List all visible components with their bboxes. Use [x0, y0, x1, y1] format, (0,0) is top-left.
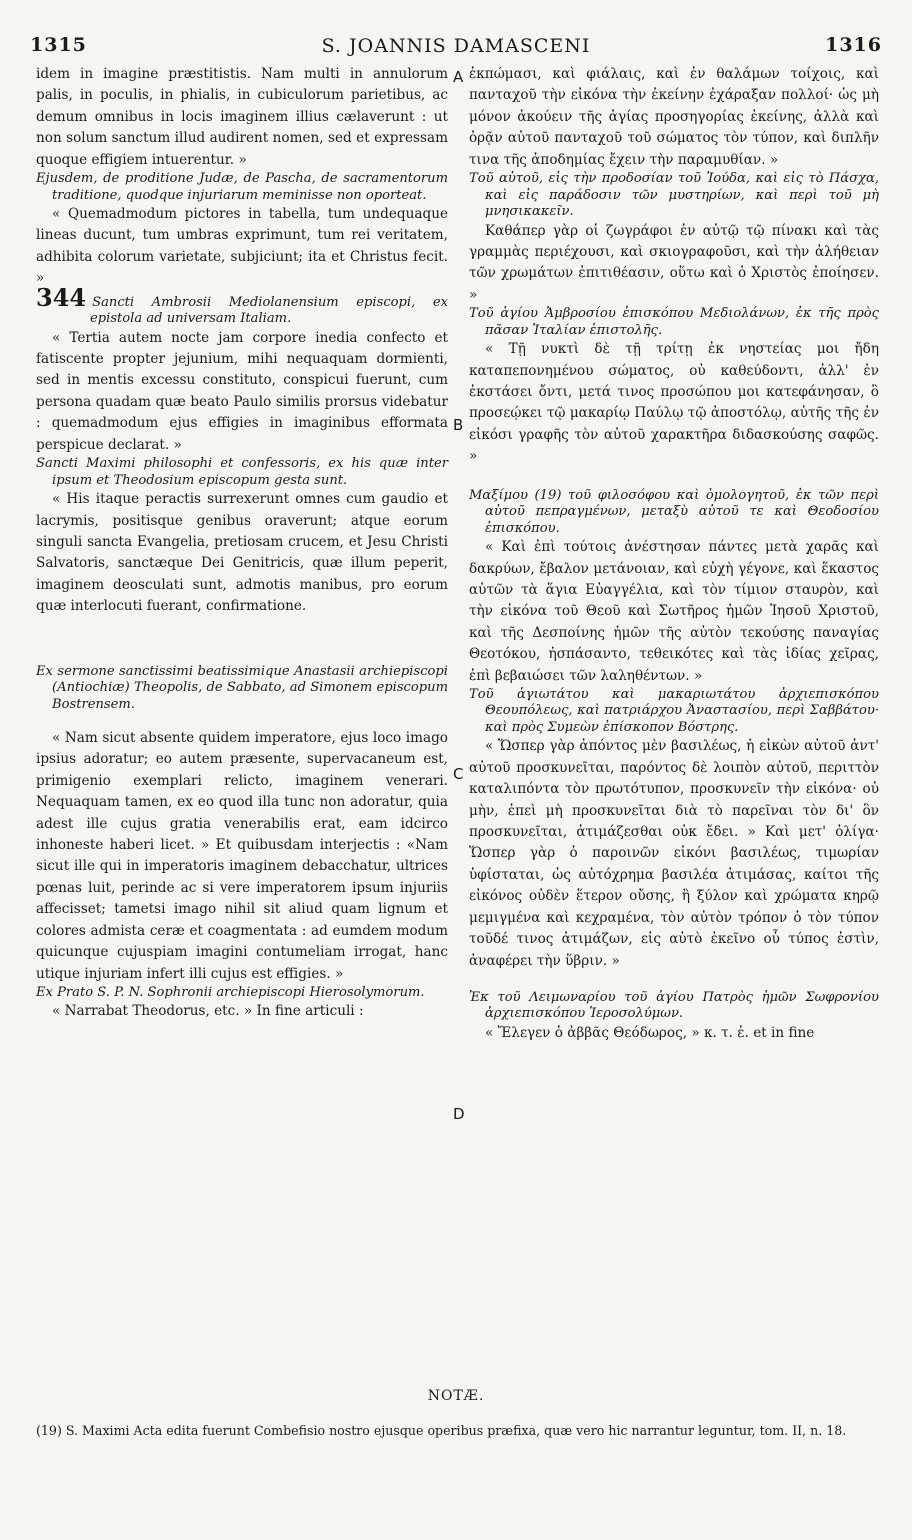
greek-text-5: « Ἔλεγεν ὁ ἀββᾶς Θεόδωρος, » κ. τ. ἑ. et in fine: [485, 1024, 815, 1041]
greek-heading-1: Τοῦ αὐτοῦ, εἰς τὴν προδοσίαν τοῦ Ἰούδα, καὶ εἰς τὸ Πάσχα, καὶ εἰς παράδοσιν τῶν μυστηρίων, καὶ περὶ τοῦ μὴ μνησικακεῖν.: [469, 171, 879, 220]
greek-text-1: Καθάπερ γὰρ οἱ ζωγράφοι ἐν αὐτῷ τῷ πίνακι καὶ τὰς γραμμὰς περιέχουσι, καὶ σκιογραφοῦσι, καὶ τὴν ἀλήθειαν τῶν χρωμάτων ἐπιτιθέασιν, οὕτω καὶ ὁ Χριστὸς ἐποίησεν. »: [469, 222, 879, 303]
greek-heading-2: Τοῦ ἁγίου Ἀμβροσίου ἐπισκόπου Μεδιολάνων, ἐκ τῆς πρὸς πᾶσαν Ἰταλίαν ἐπιστολῆς.: [469, 306, 879, 338]
greek-text-4: « Ὥσπερ γὰρ ἀπόντος μὲν βασιλέως, ἡ εἰκὼν αὐτοῦ ἀντ' αὐτοῦ προσκυνεῖται, παρόντος δὲ λοιπὸν αὐτοῦ, περιττὸν καταλιπόντα τὸν πρωτότυπον, προσκυνεῖν τὴν εἰκόνα· οὐ μὴν, ἐπεὶ μὴ προσκυνεῖται διὰ τὸ παρεῖναι τὸν δι' ὃν προσκυνεῖται, ἀτιμάζεσθαι οὐκ ἔδει. » Καὶ μετ' ὀλίγα· Ὥσπερ γὰρ ὁ παροινῶν εἰκόνι βασιλέως, τιμωρίαν ὑφίσταται, ὡς αὐτόχρημα βασιλέα ἀτιμάσας, καίτοι τῆς εἰκόνος οὐδὲν ἕτερον οὔσης, ἢ ξύλον καὶ χρώματα κηρῷ μεμιγμένα καὶ κεχραμένα, τὸν αὐτὸν τρόπον ὁ τὸν τύπον τοῦδέ τινος ἀτιμάζων, εἰς αὐτὸ ἐκεῖνο οὗ τύπος ἐστὶν, ἀναφέρει τὴν ὕβριν. »: [469, 738, 879, 969]
latin-heading-4: Ex sermone sanctissimi beatissimique Anastasii archiepiscopi (Antiochiæ) Theopolis, de Sabbato, ad Simonem episcopum Bostrensem.: [36, 663, 448, 712]
latin-text-2: « Tertia autem nocte jam corpore inedia confecto et fatiscente propter jejunium, mihi nequaquam dormienti, sed in mentis excessu constituto, conspicui fuerunt, cum persona quadam quæ beato Paulo similis prorsus videbatur : quemadmodum ejus effigies in imaginibus efformata perspicue declarat. »: [36, 329, 448, 453]
page-header: [30, 34, 882, 64]
greek-text-2: « Τῇ νυκτὶ δὲ τῇ τρίτῃ ἐκ νηστείας μοι ἤδη καταπεπονημένου σώματος, οὐ καθεύδοντι, ἀλλ' ἐν ἐκστάσει ὄντι, μετά τινος προσώπου μοι κατεφάνησαν, ὃ προσεῴκει τῷ μακαρίῳ Παύλῳ τῷ ἀποστόλῳ, αὐτῆς τῆς ἐν εἰκόσι γραφῆς τὸν αὐτοῦ χαρακτῆρα διδασκούσης σαφῶς. »: [469, 341, 879, 465]
latin-text-5: « Narrabat Theodorus, etc. » In fine articuli :: [52, 1003, 364, 1020]
latin-heading-3: Sancti Maximi philosophi et confessoris, ex his quæ inter ipsum et Theodosium episcopum gesta sunt.: [36, 456, 448, 488]
page-number-right: 1316: [825, 34, 882, 56]
latin-heading-2-text: Sancti Ambrosii Mediolanensium episcopi, ex epistola ad universam Italiam.: [90, 294, 448, 327]
greek-intro: ἐκπώμασι, καὶ φιάλαις, καὶ ἐν θαλάμων τοίχοις, καὶ πανταχοῦ τὴν εἰκόνα τὴν ἐκείνην ἐχάραξαν πολλοί· ὡς μὴ μόνον ἀκούειν τῆς ἁγίας προσηγορίας ἐκείνης, ἀλλὰ καὶ ὁρᾷν αὐτοῦ πανταχοῦ τοῦ σώματος τὸν τύπον, καὶ διπλῆν τινα τῆς ἀποδημίας ἔχειν τὴν παραμυθίαν. »: [469, 66, 879, 168]
greek-heading-3: Μαξίμου (19) τοῦ φιλοσόφου καὶ ὁμολογητοῦ, ἐκ τῶν περὶ αὐτοῦ πεπραγμένων, μεταξὺ αὐτοῦ τε καὶ Θεοδοσίου ἐπισκόπου.: [469, 487, 879, 536]
greek-column: [469, 64, 879, 1044]
greek-text-3: « Καὶ ἐπὶ τούτοις ἀνέστησαν πάντες μετὰ χαρᾶς καὶ δακρύων, ἔβαλον μετάνοιαν, καὶ εὐχὴ γέγονε, καὶ ἕκαστος αὐτῶν τὰ ἅγια Εὐαγγέλια, καὶ τὸν τίμιον σταυρὸν, καὶ τὴν εἰκόνα τοῦ Θεοῦ καὶ Σωτῆρος ἡμῶν Ἰησοῦ Χριστοῦ, καὶ τῆς Δεσποίνης ἡμῶν τῆς αὐτὸν τεκούσης παναγίας Θεοτόκου, ἠσπάσαντο, τεθεικότες καὶ τὰς ἰδίας χεῖρας, ἐπὶ βεβαιώσει τῶν λαληθέντων. »: [469, 539, 879, 684]
footnote-19: (19) S. Maximi Acta edita fuerunt Combefisio nostro ejusque operibus præfixa, quæ vero hic narrantur leguntur, tom. II, n. 18.: [36, 1422, 847, 1438]
section-number-344: 344: [36, 282, 87, 312]
margin-marker-d: D: [453, 1105, 465, 1123]
running-title: S. JOANNIS DAMASCENI: [321, 35, 591, 57]
page-number-left: 1315: [30, 34, 87, 56]
latin-column: [36, 64, 448, 1023]
greek-heading-5: Ἐκ τοῦ Λειμωναρίου τοῦ ἁγίου Πατρὸς ἡμῶν Σωφρονίου ἀρχιεπισκόπου Ἱεροσολύμων.: [469, 989, 879, 1022]
notes-title: NOTÆ.: [427, 1388, 485, 1404]
margin-marker-a: A: [453, 68, 464, 86]
latin-text-1: « Quemadmodum pictores in tabella, tum undequaque lineas ducunt, tum umbras exprimunt, tum rei veritatem, adhibita colorum varietate, subjiciunt; ita et Christus fecit. »: [36, 206, 448, 287]
latin-text-3: « His itaque peractis surrexerunt omnes cum gaudio et lacrymis, positisque genibus oraverunt; atque eorum singuli sancta Evangelia, pretiosam crucem, et Jesu Christi Salvatoris, sanctæque Dei Genitricis, quæ illum peperit, imaginem deosculati sunt, admotis manibus, pro eorum quæ interlocuti fuerant, confirmatione.: [36, 491, 448, 615]
latin-intro: idem in imagine præstitistis. Nam multi in annulorum palis, in poculis, in phialis, in cubiculorum parietibus, ac demum omnibus in locis imaginem illius cælaverunt : ut non solum sanctum illud audirent nomen, sed et expressam quoque effigiem intuerentur. »: [36, 66, 448, 168]
latin-heading-1: Ejusdem, de proditione Judæ, de Pascha, de sacramentorum traditione, quodque injuriarum meminisse non oporteat.: [36, 171, 448, 203]
latin-heading-5: Ex Prato S. P. N. Sophronii archiepiscopi Hierosolymorum.: [36, 984, 425, 1000]
latin-heading-2: [36, 282, 448, 328]
greek-heading-4: Τοῦ ἁγιωτάτου καὶ μακαριωτάτου ἀρχιεπισκόπου Θεουπόλεως, καὶ πατριάρχου Ἀναστασίου, περὶ Σαββάτου· καὶ πρὸς Συμεὼν ἐπίσκοπον Βόστρης.: [469, 686, 879, 735]
margin-marker-c: C: [453, 765, 464, 783]
latin-text-4: « Nam sicut absente quidem imperatore, ejus loco imago ipsius adoratur; eo autem præsente, supervacaneum est, primigenio exemplari relicto, imaginem venerari. Nequaquam tamen, ex eo quod illa tunc non adoratur, quia adest ille cujus gratia venerabilis erat, eam idcirco inhoneste haberi licet. » Et quibusdam interjectis : «Nam sicut ille qui in imperatoris imaginem debacchatur, ultrices pœnas luit, perinde ac si vere imperatorem ipsum injuriis affecisset; tametsi imago nihil sit aliud quam lignum et colores admista ceræ et coagmentata : ad eumdem modum quicunque cujuspiam imagini contumeliam irrogat, hanc utique injuriam infert illi cujus est effigies. »: [36, 730, 448, 982]
margin-marker-b: B: [453, 416, 464, 434]
